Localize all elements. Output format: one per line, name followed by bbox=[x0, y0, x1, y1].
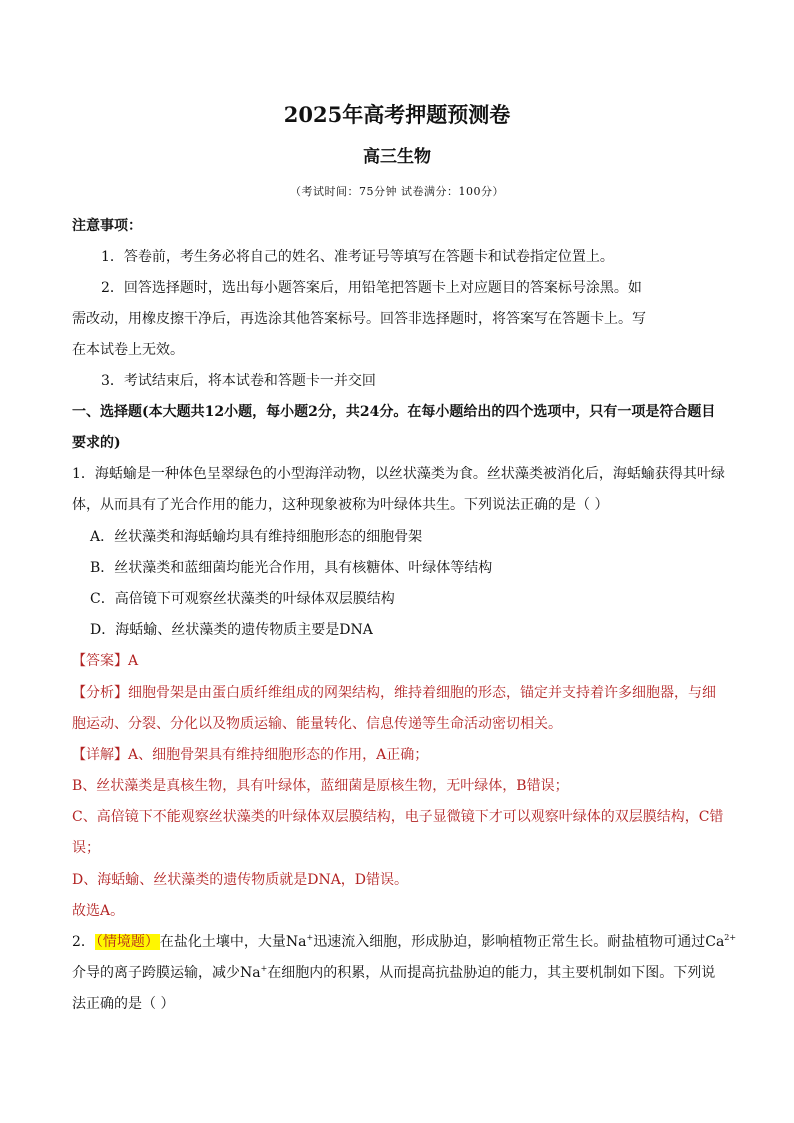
answer-value: A bbox=[128, 653, 139, 669]
notes-item-2-line-3: 在本试卷上无效。 bbox=[72, 342, 184, 358]
section-1-heading-line-2: 要求的) bbox=[72, 435, 121, 451]
superscript-plus: + bbox=[306, 933, 314, 942]
section-1-heading-line-1: 一、选择题(本大题共12小题，每小题2分，共24分。在每小题给出的四个选项中，只有一项是符合题目 bbox=[72, 404, 716, 420]
detail-label: 【详解】 bbox=[72, 747, 128, 763]
exam-info: （考试时间：75分钟 试卷满分：100分） bbox=[290, 185, 504, 198]
q2-stem-line-3: 法正确的是（ ） bbox=[72, 996, 175, 1012]
q2-stem-line-2 bbox=[72, 963, 715, 983]
q1-option-b: B．丝状藻类和蓝细菌均能光合作用，具有核糖体、叶绿体等结构 bbox=[90, 560, 493, 576]
q1-option-a: A．丝状藻类和海蛞蝓均具有维持细胞形态的细胞骨架 bbox=[90, 529, 423, 545]
detail-text: A、细胞骨架具有维持细胞形态的作用，A正确； bbox=[128, 747, 429, 763]
superscript-2plus: 2+ bbox=[724, 933, 737, 942]
page-title: 2025年高考押题预测卷 bbox=[283, 102, 511, 127]
q1-detail-line-1 bbox=[72, 745, 428, 765]
q1-option-d: D．海蛞蝓、丝状藻类的遗传物质主要是DNA bbox=[90, 622, 373, 638]
notes-item-3: 3．考试结束后，将本试卷和答题卡一并交回 bbox=[101, 373, 376, 389]
q1-analysis-line-2: 胞运动、分裂、分化以及物质运输、能量转化、信息传递等生命活动密切相关。 bbox=[72, 716, 562, 732]
analysis-text: 细胞骨架是由蛋白质纤维组成的网架结构，维持着细胞的形态，锚定并支持着许多细胞器，与细 bbox=[128, 685, 716, 701]
q1-detail-line-5: D、海蛞蝓、丝状藻类的遗传物质就是DNA，D错误。 bbox=[72, 872, 409, 888]
q1-stem-line-1: 1．海蛞蝓是一种体色呈翠绿色的小型海洋动物，以丝状藻类为食。丝状藻类被消化后，海蛞蝓获得其叶绿 bbox=[72, 466, 725, 482]
q2-line-1-a: 在盐化土壤中，大量Na bbox=[159, 934, 307, 950]
q2-stem-line-1 bbox=[72, 932, 736, 952]
superscript-plus: + bbox=[260, 964, 268, 973]
notes-item-1: 1．答卷前，考生务必将自己的姓名、准考证号等填写在答题卡和试卷指定位置上。 bbox=[101, 249, 614, 265]
q1-detail-line-3: C、高倍镜下不能观察丝状藻类的叶绿体双层膜结构，电子显微镜下才可以观察叶绿体的双层膜结构，C错 bbox=[72, 809, 724, 825]
notes-item-2-line-2: 需改动，用橡皮擦干净后，再选涂其他答案标号。回答非选择题时，将答案写在答题卡上。写 bbox=[72, 311, 646, 327]
q1-answer bbox=[72, 651, 138, 671]
q2-number: 2． bbox=[72, 934, 95, 950]
q2-line-1-b: 迅速流入细胞，形成胁迫，影响植物正常生长。耐盐植物可通过Ca bbox=[313, 934, 725, 950]
q1-detail-line-4: 误； bbox=[72, 840, 100, 856]
q1-detail-line-2: B、丝状藻类是真核生物，具有叶绿体，蓝细菌是原核生物，无叶绿体，B错误； bbox=[72, 778, 569, 794]
notes-heading: 注意事项： bbox=[72, 218, 142, 234]
notes-item-2-line-1: 2．回答选择题时，选出每小题答案后，用铅笔把答题卡上对应题目的答案标号涂黑。如 bbox=[101, 280, 642, 296]
q2-line-2-b: 在细胞内的积累，从而提高抗盐胁迫的能力，其主要机制如下图。下列说 bbox=[267, 965, 716, 981]
q1-conclusion: 故选A。 bbox=[72, 903, 125, 919]
q2-line-2-a: 介导的离子跨膜运输，减少Na bbox=[72, 965, 261, 981]
page-subtitle: 高三生物 bbox=[363, 147, 431, 167]
answer-label: 【答案】 bbox=[72, 653, 128, 669]
q1-analysis-line-1 bbox=[72, 683, 716, 703]
q1-stem-line-2: 体，从而具有了光合作用的能力，这种现象被称为叶绿体共生。下列说法正确的是（ ） bbox=[72, 497, 609, 513]
analysis-label: 【分析】 bbox=[72, 685, 128, 701]
q2-tag: （情境题） bbox=[95, 934, 159, 950]
q1-option-c: C．高倍镜下可观察丝状藻类的叶绿体双层膜结构 bbox=[90, 591, 395, 607]
